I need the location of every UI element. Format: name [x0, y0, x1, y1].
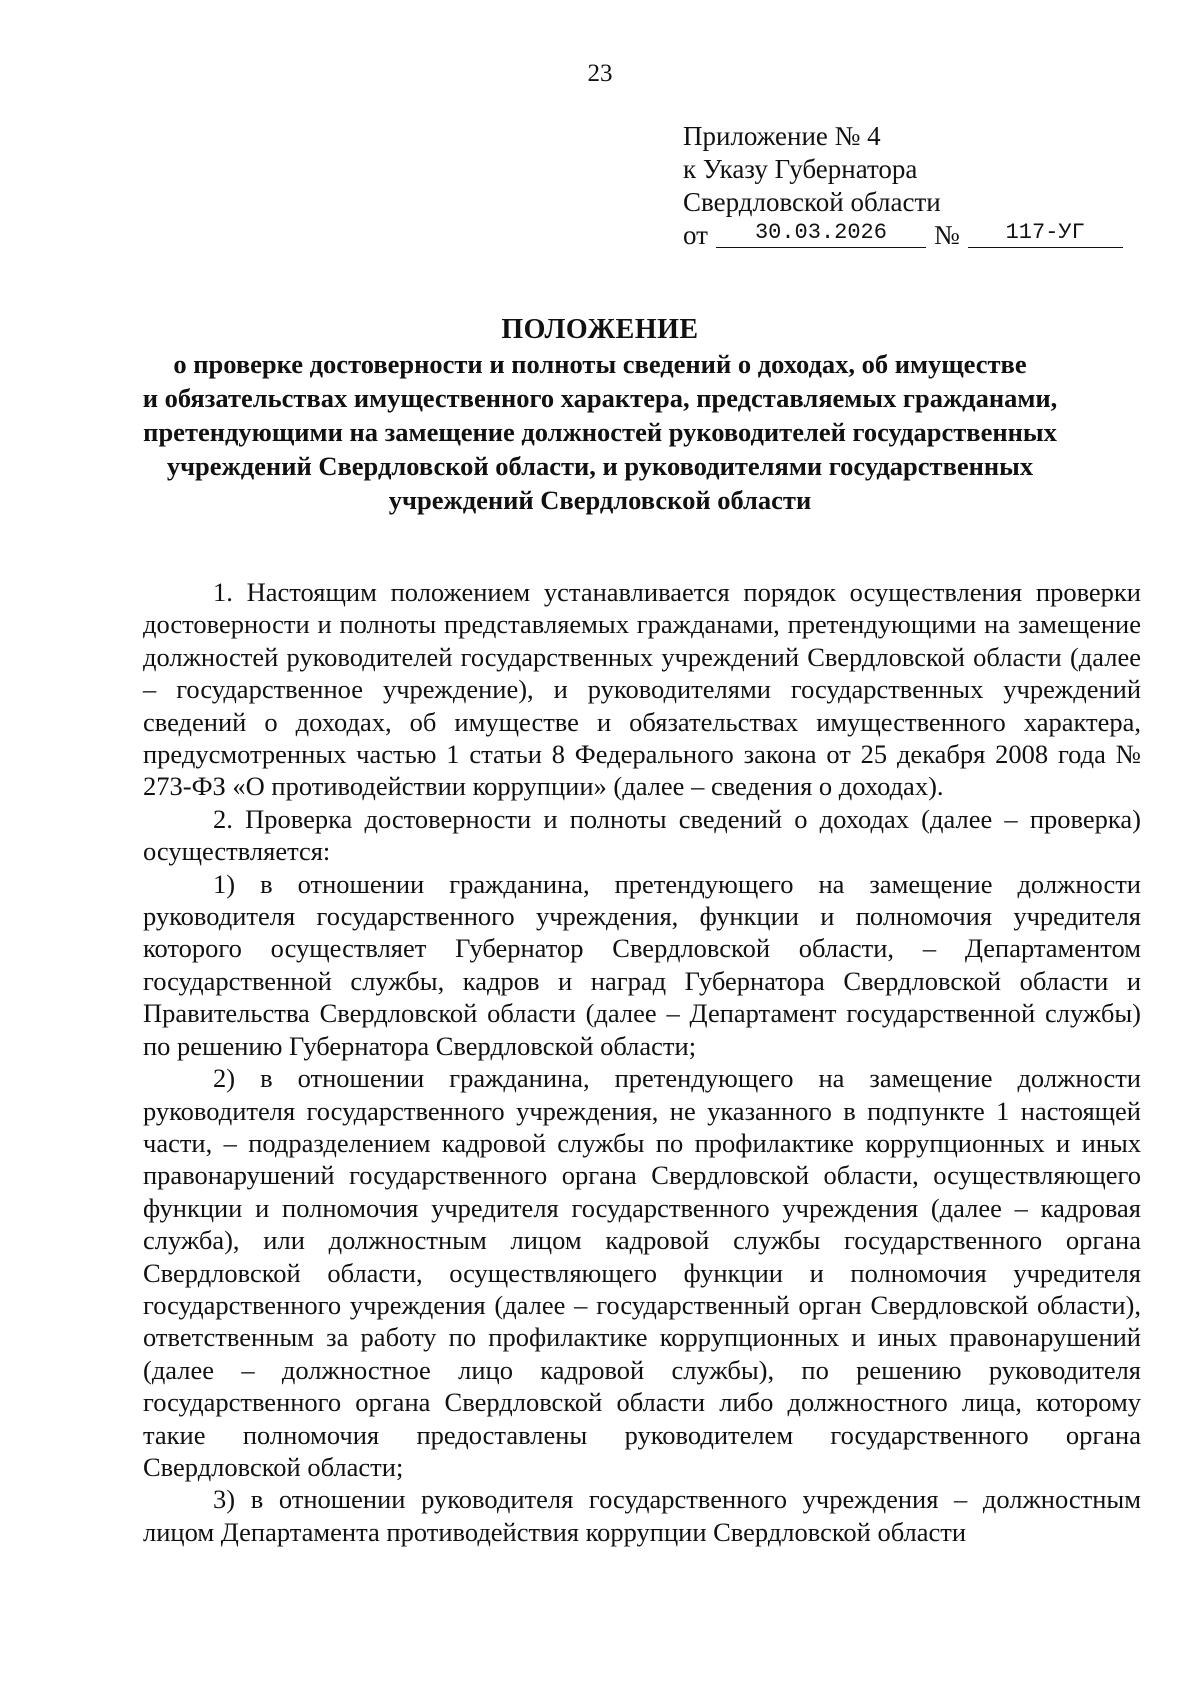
appendix-header — [683, 120, 1153, 252]
appendix-number: Приложение № 4 — [683, 121, 881, 151]
date-prefix: от — [683, 220, 708, 250]
title-heading: ПОЛОЖЕНИЕ — [501, 314, 699, 345]
appendix-date-number-line — [683, 219, 1153, 252]
title-subtitle — [130, 347, 1070, 517]
subparagraph-2: 2) в отношении гражданина, претендующего на замещение должности руководителя государственного учреждения, не указанного в подпункте 1 настоящей части, – подразделением кадровой службы по профилактике коррупционных и иных правонарушений государственного органа Свердловской области, осуществляющего функции и полномочия учредителя государственного учреждения (далее – кадровая служба), или должностным лицом кадровой службы государственного органа Свердловской области, осуществляющего функции и полномочия учредителя государственного учреждения (далее – государственный орган Свердловской области), ответственным за работу по профилактике коррупционных и иных правонарушений (далее – должностное лицо кадровой службы), по решению руководителя государственного органа Свердловской области либо должностного лица, которому такие полномочия предоставлены руководителем государственного органа Свердловской области; — [143, 1063, 1141, 1482]
decree-date: 30.03.2026 — [716, 220, 926, 248]
decree-number: 117-УГ — [968, 220, 1123, 248]
subtitle-line: учреждений Свердловской области, и руководителями государственных — [166, 451, 1034, 481]
document-body — [143, 576, 1141, 1548]
document-title — [130, 313, 1070, 517]
subtitle-line: учреждений Свердловской области — [388, 485, 812, 515]
number-prefix: № — [933, 220, 960, 250]
page-number: 23 — [587, 60, 613, 87]
appendix-region: Свердловской области — [683, 187, 941, 217]
subparagraph-1: 1) в отношении гражданина, претендующего на замещение должности руководителя государственного учреждения, функции и полномочия учредителя которого осуществляет Губернатор Свердловской области, – Департаментом государственной службы, кадров и наград Губернатора Свердловской области и Правительства Свердловской области (далее – Департамент государственной службы) по решению Губернатора Свердловской области; — [143, 868, 1141, 1061]
appendix-decree-ref: к Указу Губернатора — [683, 154, 918, 184]
subparagraph-3: 3) в отношении руководителя государственного учреждения – должностным лицом Департамента противодействия коррупции Свердловской области — [143, 1484, 1141, 1547]
subtitle-line: претендующими на замещение должностей руководителей государственных — [143, 417, 1057, 447]
subtitle-line: о проверке достоверности и полноты сведений о доходах, об имуществе — [173, 349, 1027, 379]
subtitle-line: и обязательствах имущественного характера, представляемых гражданами, — [142, 383, 1058, 413]
paragraph-2: 2. Проверка достоверности и полноты сведений о доходах (далее – проверка) осуществляется: — [143, 803, 1141, 867]
paragraph-1: 1. Настоящим положением устанавливается порядок осуществления проверки достоверности и полноты представляемых гражданами, претендующими на замещение должностей руководителей государственных учреждений Свердловской области (далее – государственное учреждение), и руководителями государственных учреждений сведений о доходах, об имуществе и обязательствах имущественного характера, предусмотренных частью 1 статьи 8 Федерального закона от 25 декабря 2008 года № 273-ФЗ «О противодействии коррупции» (далее – сведения о доходах). — [143, 577, 1141, 802]
